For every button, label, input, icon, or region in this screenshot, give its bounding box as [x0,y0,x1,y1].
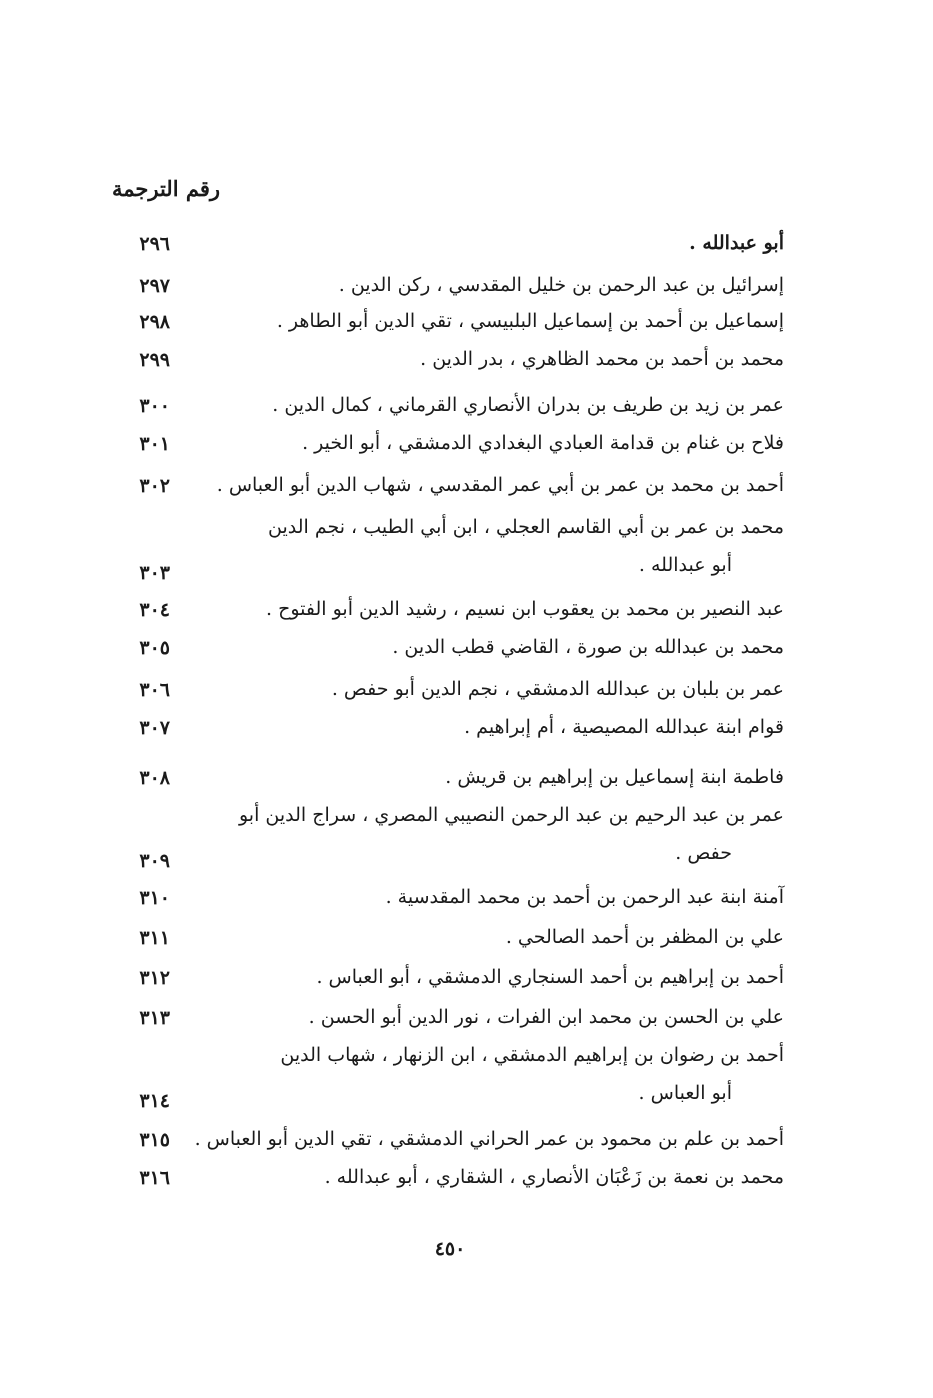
entry-number: ٣٠٨ [139,767,170,789]
entry-text: أبو عبدالله . [689,232,784,254]
entry-number: ٣١١ [139,927,170,949]
entry-text: أحمد بن إبراهيم بن أحمد السنجاري الدمشقي ، أبو العباس . [316,966,784,988]
index-entry [112,918,784,956]
index-entry [112,878,784,916]
page-number: ٤٥٠ [434,1238,466,1260]
entry-text: علي بن المظفر بن أحمد الصالحي . [505,926,784,948]
entry-text-line1: عمر بن عبد الرحيم بن عبد الرحمن النصيبي المصري ، سراج الدين أبو [238,804,784,826]
index-entry [112,302,784,340]
entry-text [184,508,784,584]
entry-number: ٢٩٩ [139,349,170,371]
entry-text [184,1036,784,1112]
entry-number: ٣١٥ [139,1129,170,1151]
index-entry [112,796,784,876]
entry-number: ٣٠٤ [139,599,170,621]
entry-number: ٣٠٠ [139,395,170,417]
entry-text-line2: أبو عبدالله . [638,554,732,576]
entry-number: ٣١٣ [139,1007,170,1029]
index-entry [112,1036,784,1116]
index-entry [112,224,784,262]
entry-number: ٣٠٥ [139,637,170,659]
entry-text: عمر بن بلبان بن عبدالله الدمشقي ، نجم الدين أبو حفص . [331,678,784,700]
entry-text: محمد بن أحمد بن محمد الظاهري ، بدر الدين . [420,348,784,370]
index-entry [112,508,784,588]
entry-number: ٣٠١ [139,433,170,455]
entry-number: ٣٠٣ [139,562,170,584]
entry-text-line1: أحمد بن رضوان بن إبراهيم الدمشقي ، ابن الزنهار ، شهاب الدين [280,1044,784,1066]
entry-text: قوام ابنة عبدالله المصيصية ، أم إبراهيم . [464,716,784,738]
entry-number: ٣١٠ [139,887,170,909]
index-entry [112,958,784,996]
entry-number: ٣٠٩ [139,850,170,872]
entry-text: أحمد بن علم بن محمود بن عمر الحراني الدمشقي ، تقي الدين أبو العباس . [194,1128,784,1150]
index-entry [112,758,784,796]
entry-text: فلاح بن غنام بن قدامة العبادي البغدادي الدمشقي ، أبو الخير . [302,432,784,454]
index-entry [112,424,784,462]
entry-number: ٢٩٧ [139,275,170,297]
index-entry [112,1158,784,1196]
entry-text-line1: محمد بن عمر بن أبي القاسم العجلي ، ابن أبي الطيب ، نجم الدين [267,516,784,538]
entry-text: محمد بن عبدالله بن صورة ، القاضي قطب الدين . [392,636,784,658]
index-entry [112,998,784,1036]
entry-text: فاطمة ابنة إسماعيل بن إبراهيم بن قريش . [445,766,784,788]
index-entry [112,466,784,504]
index-entry [112,708,784,746]
index-entry [112,340,784,378]
entry-number: ٣٠٦ [139,679,170,701]
entry-text: آمنة ابنة عبد الرحمن بن أحمد بن محمد المقدسية . [385,886,784,908]
entry-text-line2: حفص . [675,842,732,864]
column-header: رقم الترجمة [112,176,221,201]
entry-number: ٣١٢ [139,967,170,989]
entry-text: علي بن الحسن بن محمد ابن الفرات ، نور الدين أبو الحسن . [308,1006,784,1028]
index-entry [112,670,784,708]
entry-text: محمد بن نعمة بن زَعْبَان الأنصاري ، الشقاري ، أبو عبدالله . [324,1166,784,1188]
entry-text: أحمد بن محمد بن عمر بن أبي عمر المقدسي ، شهاب الدين أبو العباس . [216,474,784,496]
index-entry [112,628,784,666]
entry-number: ٣١٤ [139,1090,170,1112]
entry-text: إسماعيل بن أحمد بن إسماعيل البلبيسي ، تقي الدين أبو الطاهر . [276,310,784,332]
entry-number: ٣٠٢ [139,475,170,497]
entry-number: ٢٩٦ [139,233,170,255]
entry-number: ٣٠٧ [139,717,170,739]
entry-text [184,796,784,872]
index-entry [112,386,784,424]
entry-text: عمر بن زيد بن طريف بن بدران الأنصاري القرماني ، كمال الدين . [272,394,784,416]
entry-text: إسرائيل بن عبد الرحمن بن خليل المقدسي ، ركن الدين . [338,274,784,296]
index-entry [112,1120,784,1158]
index-entry [112,266,784,304]
index-entry [112,590,784,628]
entry-text: عبد النصير بن محمد بن يعقوب ابن نسيم ، رشيد الدين أبو الفتوح . [265,598,784,620]
entry-text-line2: أبو العباس . [638,1082,732,1104]
entry-number: ٢٩٨ [139,311,170,333]
entry-number: ٣١٦ [139,1167,170,1189]
